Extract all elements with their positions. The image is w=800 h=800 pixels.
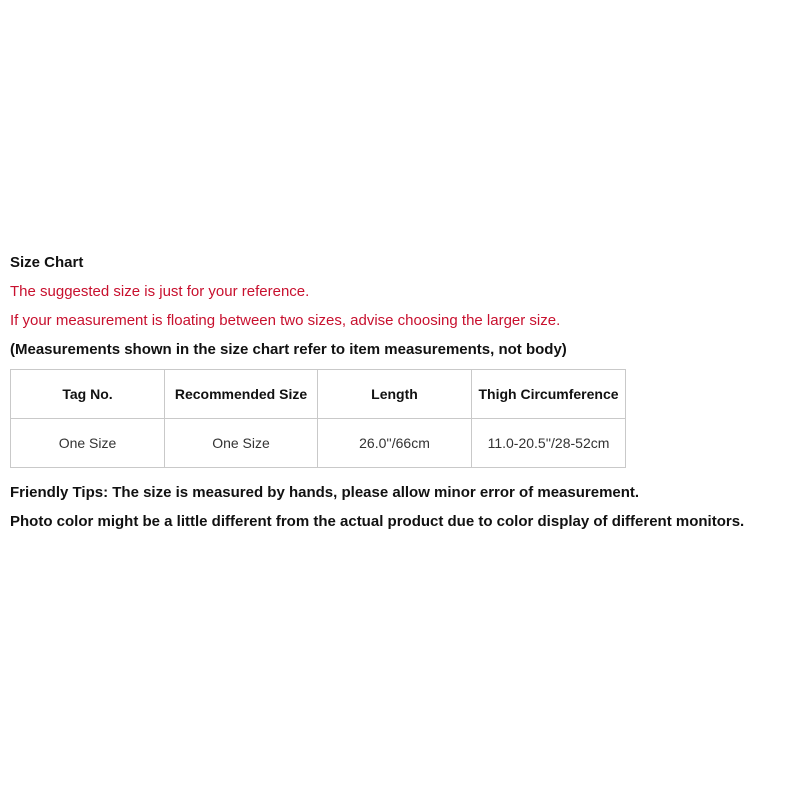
page-title: Size Chart bbox=[10, 254, 84, 271]
size-chart-section bbox=[10, 253, 795, 541]
cell-thigh-circumference: 11.0-20.5''/28-52cm bbox=[472, 419, 626, 468]
floating-size-note: If your measurement is floating between two sizes, advise choosing the larger size. bbox=[10, 312, 561, 329]
photo-color-tip: Photo color might be a little different from the actual product due to color display of different monitors. bbox=[10, 513, 745, 530]
header-tag-no: Tag No. bbox=[11, 370, 165, 419]
friendly-tips: Friendly Tips: The size is measured by hands, please allow minor error of measurement. bbox=[10, 484, 640, 501]
size-table bbox=[10, 369, 626, 468]
header-recommended-size: Recommended Size bbox=[165, 370, 318, 419]
cell-length: 26.0''/66cm bbox=[318, 419, 472, 468]
measurements-note: (Measurements shown in the size chart refer to item measurements, not body) bbox=[10, 341, 567, 358]
header-length: Length bbox=[318, 370, 472, 419]
table-header-row bbox=[11, 370, 626, 419]
cell-recommended-size: One Size bbox=[165, 419, 318, 468]
reference-note: The suggested size is just for your reference. bbox=[10, 283, 310, 300]
header-thigh-circumference: Thigh Circumference bbox=[472, 370, 626, 419]
table-row bbox=[11, 419, 626, 468]
cell-tag-no: One Size bbox=[11, 419, 165, 468]
